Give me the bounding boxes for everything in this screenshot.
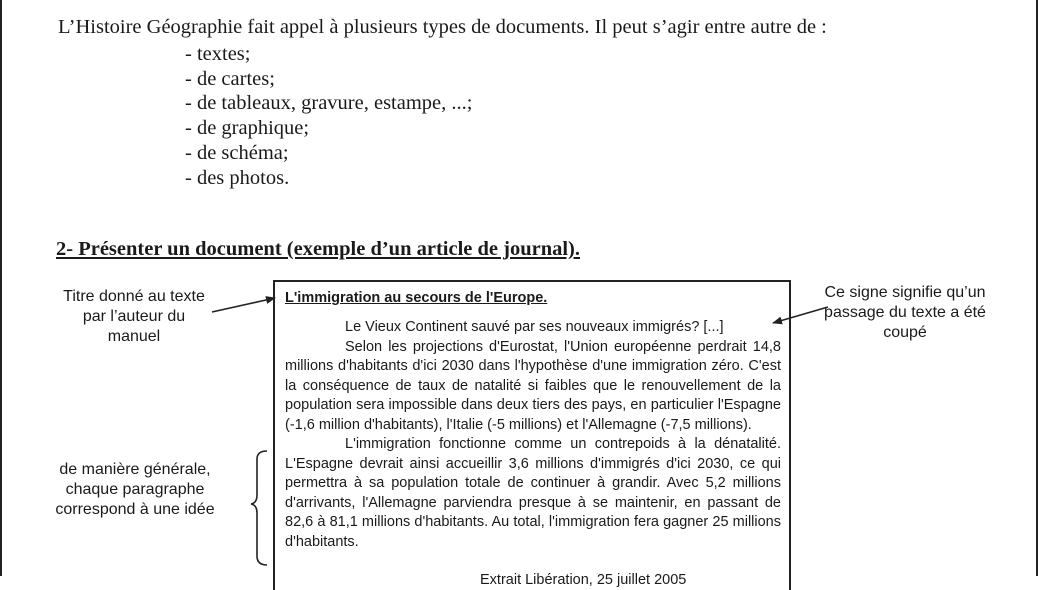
section-title: 2- Présenter un document (exemple d’un article de journal). (56, 238, 581, 260)
list-item: - de schéma; (185, 141, 289, 164)
article-paragraph: Selon les projections d'Eurostat, l'Union européenne perdrait 14,8 millions d'habitants d'ici 2030 dans l'hypothèse d'une immigration zéro. C'est la conséquence de taux de natalité si faibles que le renouvellement de la population sera impossible dans deux tiers des pays, en particulier l'Espagne (-1,6 million d'habitants), l'Italie (-5 millions) et l'Allemagne (-7,5 millions). (285, 338, 781, 433)
article-title: L'immigration au secours de l'Europe. (285, 290, 548, 306)
list-item: - de tableaux, gravure, estampe, ...; (185, 92, 473, 115)
list-item: - textes; (185, 43, 251, 65)
article-source: Extrait Libération, 25 juillet 2005 (480, 572, 687, 588)
title-annotation: Titre donné au texte par l’auteur du manuel (63, 288, 205, 345)
arrow-to-title (212, 298, 275, 312)
article-paragraph: Le Vieux Continent sauvé par ses nouveaux immigrés? [...] (345, 319, 724, 335)
list-item: - des photos. (185, 166, 290, 189)
list-item: - de cartes; (185, 67, 275, 90)
list-item: - de graphique; (185, 117, 310, 140)
arrow-to-cut-sign (773, 307, 828, 323)
article-paragraph: L'immigration fonctionne comme un contrepoids à la dénatalité. L'Espagne devrait ainsi accueillir 3,6 millions d'immigrés d'ici 2030, ce qui permettra à sa population totale de continuer à grandir. Avec 5,2 millions d'arrivants, l'Allemagne parviendra presque à se maintenir, en passant de 82,6 à 81,1 millions d'habitants. Au total, l'immigration fera gagner 25 millions d'habitants. (285, 436, 781, 550)
intro-text: L’Histoire Géographie fait appel à plusieurs types de documents. Il peut s’agir entre autre de : (58, 16, 827, 38)
paragraph-annotation: de manière générale, chaque paragraphe correspond à une idée (55, 461, 215, 518)
cut-annotation: Ce signe signifie qu’un passage du texte a été coupé (824, 284, 986, 341)
paragraph-brace (251, 451, 267, 565)
